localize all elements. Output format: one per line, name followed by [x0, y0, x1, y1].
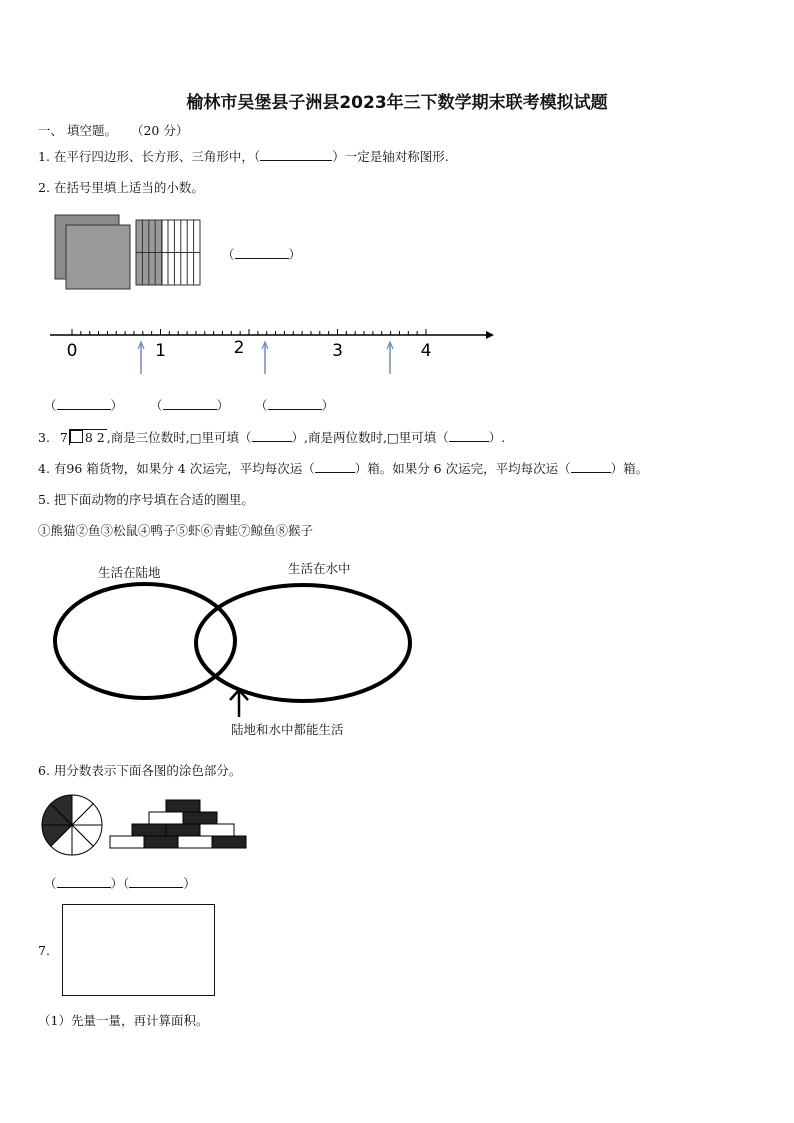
- question-text: ）一定是轴对称图形.: [332, 149, 449, 164]
- tick-label: 0: [66, 341, 78, 361]
- question-text: ）.: [488, 430, 506, 445]
- question-number: 4.: [38, 461, 50, 476]
- paren-close: ）: [288, 247, 302, 262]
- section-score: （20 分）: [130, 123, 189, 138]
- land-label: 生活在陆地: [98, 565, 161, 580]
- question-text: ,商是三位数时,□里可填（: [106, 430, 252, 445]
- both-label: 陆地和水中都能生活: [231, 722, 344, 737]
- tick-label: 2: [233, 338, 245, 358]
- fraction-circle-figure: [40, 793, 104, 857]
- animal-list: ①熊猫②鱼③松鼠④鸭子⑤虾⑥青蛙⑦鲸鱼⑧猴子: [38, 523, 314, 538]
- page-title: 榆林市吴堡县子洲县2023年三下数学期末联考模拟试题: [186, 93, 608, 113]
- question-text: 用分数表示下面各图的涂色部分。: [53, 763, 242, 778]
- paren-open: （: [222, 247, 235, 262]
- measure-rectangle: [62, 904, 215, 996]
- paren-close: ）: [321, 398, 335, 413]
- water-label: 生活在水中: [288, 561, 351, 576]
- question-number: 3.: [38, 430, 50, 445]
- paren-open: （: [44, 398, 57, 413]
- question-7-number: 7.: [38, 943, 50, 958]
- question-text: ）箱。如果分 6 次运完，平均每次运（: [354, 461, 571, 476]
- answer-blank[interactable]: [57, 875, 111, 888]
- tick-label: 3: [332, 341, 343, 361]
- question-number: 6.: [38, 763, 50, 778]
- tick-label: 1: [155, 341, 166, 361]
- paren-open: （: [255, 398, 268, 413]
- fraction-answers: （ ）（ ）: [44, 876, 196, 891]
- divisor: 7: [59, 430, 68, 445]
- tick-label: 4: [420, 341, 432, 361]
- question-text: 把下面动物的序号填在合适的圈里。: [53, 492, 254, 507]
- land-circle: [55, 584, 235, 698]
- dividend-digits: 8 2: [84, 430, 105, 445]
- brick-wall-figure: [110, 800, 250, 854]
- question-7-sub1: （1）先量一量，再计算面积。: [38, 1013, 209, 1028]
- section-label: 一、 填空题。: [38, 123, 117, 138]
- question-text: ）箱。: [610, 461, 649, 476]
- paren-close: ）: [110, 398, 124, 413]
- paren-open: （: [150, 398, 163, 413]
- question-number: 2.: [38, 180, 50, 195]
- question-6: [38, 761, 241, 779]
- question-text: 在平行四边形、长方形、三角形中，（: [53, 149, 261, 164]
- question-text: 在括号里填上适当的小数。: [53, 180, 204, 195]
- question-text: 有96 箱货物，如果分 4 次运完，平均每次运（: [53, 461, 315, 476]
- question-number: 1.: [38, 149, 50, 164]
- paren-close: ）: [216, 398, 230, 413]
- question-text: ）,商是两位数时,□里可填（: [291, 430, 449, 445]
- answer-blank[interactable]: [129, 875, 183, 888]
- water-circle: [196, 585, 410, 701]
- question-number: 5.: [38, 492, 50, 507]
